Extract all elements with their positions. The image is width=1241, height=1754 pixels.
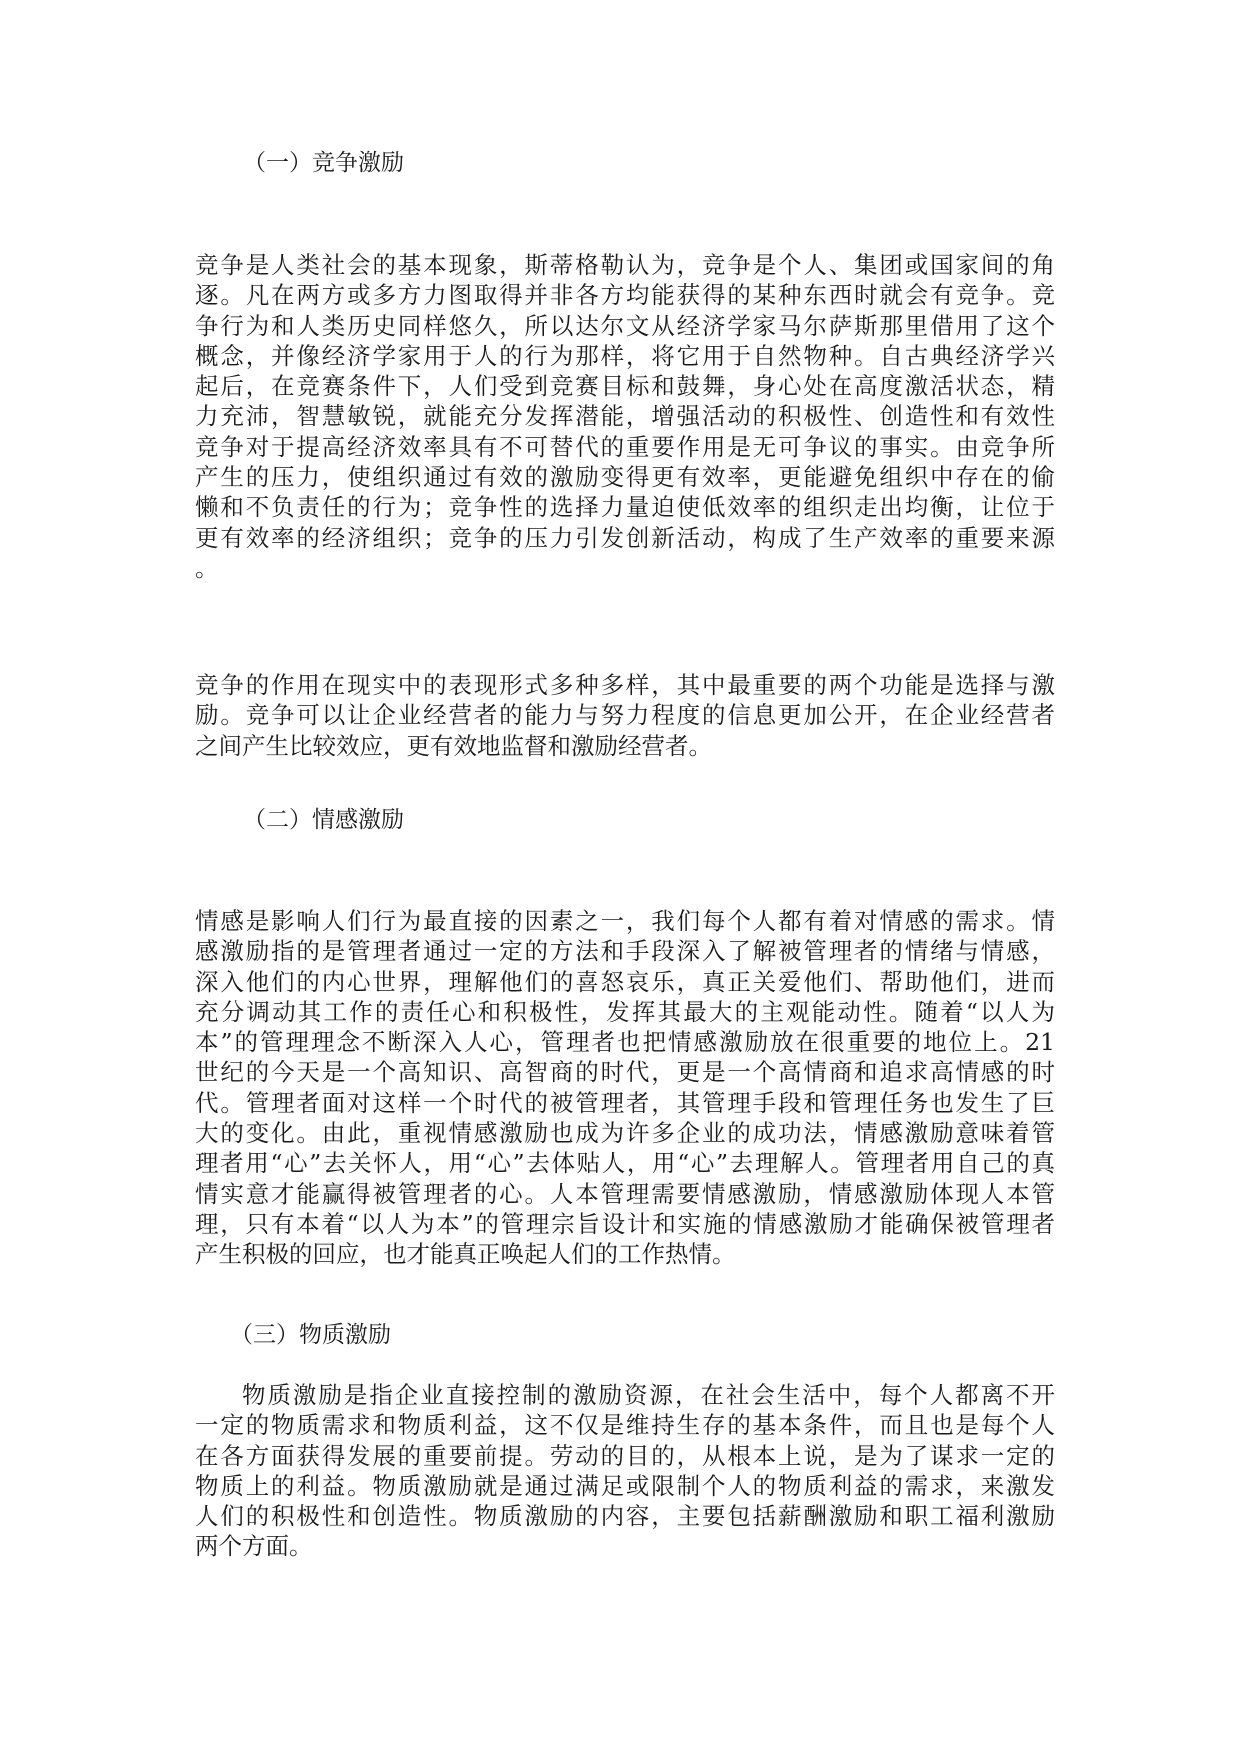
paragraph-material [195,1380,1055,1562]
text-line: 。 [195,553,219,582]
text-line: 本”的管理理念不断深入人心，管理者也把情感激励放在很重要的地位上。21 [195,1028,1055,1057]
text-line: 两个方面。 [195,1532,313,1561]
text-line: 人们的积极性和创造性。物质激励的内容，主要包括薪酬激励和职工福利激励 [195,1502,1055,1531]
text-line: 懒和不负责任的行为；竞争性的选择力量迫使低效率的组织走出均衡，让位于 [195,493,1055,522]
text-line: 一定的物质需求和物质利益，这不仅是维持生存的基本条件，而且也是每个人 [195,1411,1055,1440]
text-line: 物质上的利益。物质激励就是通过满足或限制个人的物质利益的需求，来激发 [195,1471,1055,1500]
text-line: 物质激励是指企业直接控制的激励资源，在社会生活中，每个人都离不开 [242,1381,1055,1409]
paragraph-competition-1 [195,250,1055,583]
text-line: 竞争是人类社会的基本现象，斯蒂格勒认为，竞争是个人、集团或国家间的角 [195,251,1055,279]
text-line: 深入他们的内心世界，理解他们的喜怒哀乐，真正关爱他们、帮助他们，进而 [195,967,1055,996]
text-line: 逐。凡在两方或多方力图取得并非各方均能获得的某种东西时就会有竞争。竞 [195,281,1055,310]
text-line: 竞争的作用在现实中的表现形式多种多样，其中最重要的两个功能是选择与激 [195,671,1055,699]
text-line: 世纪的今天是一个高知识、高智商的时代，更是一个高情商和追求高情感的时 [195,1058,1055,1087]
text-line: 概念，并像经济学家用于人的行为那样，将它用于自然物种。自古典经济学兴 [195,341,1055,370]
text-line: 产生积极的回应，也才能真正唤起人们的工作热情。 [195,1240,736,1269]
paragraph-competition-2 [195,670,1055,761]
text-line: 产生的压力，使组织通过有效的激励变得更有效率，更能避免组织中存在的偷 [195,463,1055,492]
text-line: 理者用“心”去关怀人，用“心”去体贴人，用“心”去理解人。管理者用自己的真 [195,1149,1055,1178]
text-line: 力充沛，智慧敏锐，就能充分发挥潜能，增强活动的积极性、创造性和有效性 [195,402,1055,431]
text-line: 理，只有本着“以人为本”的管理宗旨设计和实施的情感激励才能确保被管理者 [195,1209,1055,1238]
section-heading-competition: （一）竞争激励 [243,150,404,176]
text-line: 情实意才能赢得被管理者的心。人本管理需要情感激励，情感激励体现人本管 [195,1179,1055,1208]
text-line: 充分调动其工作的责任心和积极性，发挥其最大的主观能动性。随着“以人为 [195,997,1055,1026]
text-line: 更有效率的经济组织；竞争的压力引发创新活动，构成了生产效率的重要来源 [195,523,1055,552]
section-heading-emotional: （二）情感激励 [243,807,404,833]
text-line: 大的变化。由此，重视情感激励也成为许多企业的成功法，情感激励意味着管 [195,1119,1055,1148]
paragraph-emotional [195,906,1055,1270]
section-heading-material: （三）物质激励 [230,1322,391,1348]
text-line: 感激励指的是管理者通过一定的方法和手段深入了解被管理者的情绪与情感， [195,937,1055,966]
text-line: 励。竞争可以让企业经营者的能力与努力程度的信息更加公开，在企业经营者 [195,701,1055,730]
text-line: 情感是影响人们行为最直接的因素之一，我们每个人都有着对情感的需求。情 [195,907,1055,935]
text-line: 争行为和人类历史同样悠久，所以达尔文从经济学家马尔萨斯那里借用了这个 [195,311,1055,340]
text-line: 起后，在竞赛条件下，人们受到竞赛目标和鼓舞，身心处在高度激活状态，精 [195,372,1055,401]
text-line: 竞争对于提高经济效率具有不可替代的重要作用是无可争议的事实。由竞争所 [195,432,1055,461]
text-line: 之间产生比较效应，更有效地监督和激励经营者。 [195,731,712,760]
text-line: 在各方面获得发展的重要前提。劳动的目的，从根本上说，是为了谋求一定的 [195,1441,1055,1470]
text-line: 代。管理者面对这样一个时代的被管理者，其管理手段和管理任务也发生了巨 [195,1088,1055,1117]
